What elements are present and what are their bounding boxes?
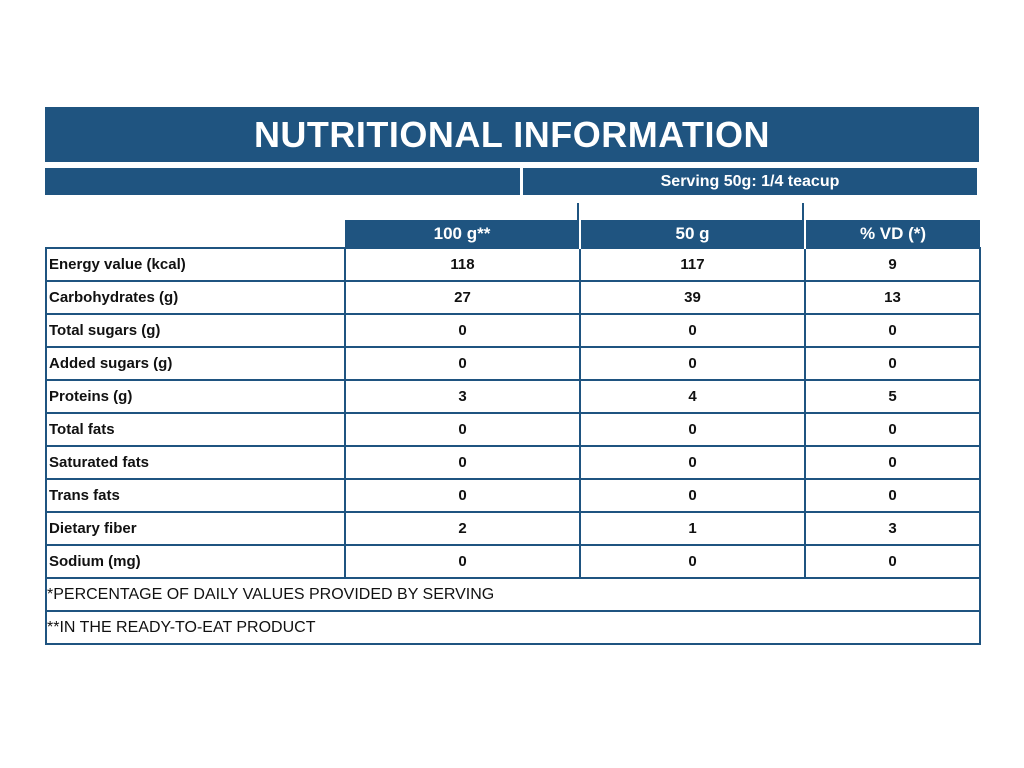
nutrient-rows [46, 248, 980, 578]
footnote-daily-values: *PERCENTAGE OF DAILY VALUES PROVIDED BY SERVING [46, 578, 980, 611]
value-daily-percent: 13 [805, 281, 980, 314]
nutrient-label: Total fats [46, 413, 345, 446]
column-divider-tick [802, 203, 804, 220]
value-per-100g: 0 [345, 413, 580, 446]
value-per-50g: 0 [580, 545, 805, 578]
value-per-50g: 39 [580, 281, 805, 314]
value-daily-percent: 0 [805, 545, 980, 578]
value-per-50g: 0 [580, 413, 805, 446]
value-per-100g: 0 [345, 314, 580, 347]
value-daily-percent: 0 [805, 314, 980, 347]
value-per-100g: 0 [345, 347, 580, 380]
value-per-50g: 0 [580, 479, 805, 512]
column-divider-tick [577, 203, 579, 220]
table-row [46, 479, 980, 512]
table-row [46, 512, 980, 545]
nutrient-label: Trans fats [46, 479, 345, 512]
value-per-50g: 0 [580, 314, 805, 347]
table-row [46, 413, 980, 446]
value-daily-percent: 0 [805, 413, 980, 446]
value-per-50g: 117 [580, 248, 805, 281]
page-title: NUTRITIONAL INFORMATION [45, 107, 979, 162]
value-daily-percent: 3 [805, 512, 980, 545]
value-per-100g: 27 [345, 281, 580, 314]
nutrition-table [45, 220, 981, 645]
table-row [46, 248, 980, 281]
value-per-50g: 1 [580, 512, 805, 545]
value-daily-percent: 0 [805, 347, 980, 380]
column-header-vd: % VD (*) [805, 220, 980, 248]
nutrient-label: Added sugars (g) [46, 347, 345, 380]
nutrient-label: Dietary fiber [46, 512, 345, 545]
value-per-100g: 3 [345, 380, 580, 413]
value-daily-percent: 5 [805, 380, 980, 413]
table-row [46, 545, 980, 578]
nutrient-label: Energy value (kcal) [46, 248, 345, 281]
nutrient-label: Saturated fats [46, 446, 345, 479]
nutrient-label: Sodium (mg) [46, 545, 345, 578]
footnote-ready-to-eat: **IN THE READY-TO-EAT PRODUCT [46, 611, 980, 644]
table-row [46, 347, 980, 380]
value-per-50g: 4 [580, 380, 805, 413]
footnote-row [46, 578, 980, 611]
nutrient-label: Proteins (g) [46, 380, 345, 413]
serving-size-header: Serving 50g: 1/4 teacup [523, 168, 977, 195]
footnote-row [46, 611, 980, 644]
value-per-100g: 2 [345, 512, 580, 545]
header-blank-cell [46, 220, 345, 248]
value-daily-percent: 0 [805, 479, 980, 512]
value-per-50g: 0 [580, 446, 805, 479]
table-row [46, 314, 980, 347]
table-row [46, 380, 980, 413]
nutrient-label: Carbohydrates (g) [46, 281, 345, 314]
value-daily-percent: 0 [805, 446, 980, 479]
value-per-100g: 0 [345, 479, 580, 512]
value-per-100g: 0 [345, 446, 580, 479]
table-row [46, 446, 980, 479]
column-header-100g: 100 g** [345, 220, 580, 248]
value-per-100g: 0 [345, 545, 580, 578]
table-row [46, 281, 980, 314]
value-daily-percent: 9 [805, 248, 980, 281]
column-header-50g: 50 g [580, 220, 805, 248]
value-per-100g: 118 [345, 248, 580, 281]
value-per-50g: 0 [580, 347, 805, 380]
serving-header-spacer [45, 168, 520, 195]
nutrient-label: Total sugars (g) [46, 314, 345, 347]
